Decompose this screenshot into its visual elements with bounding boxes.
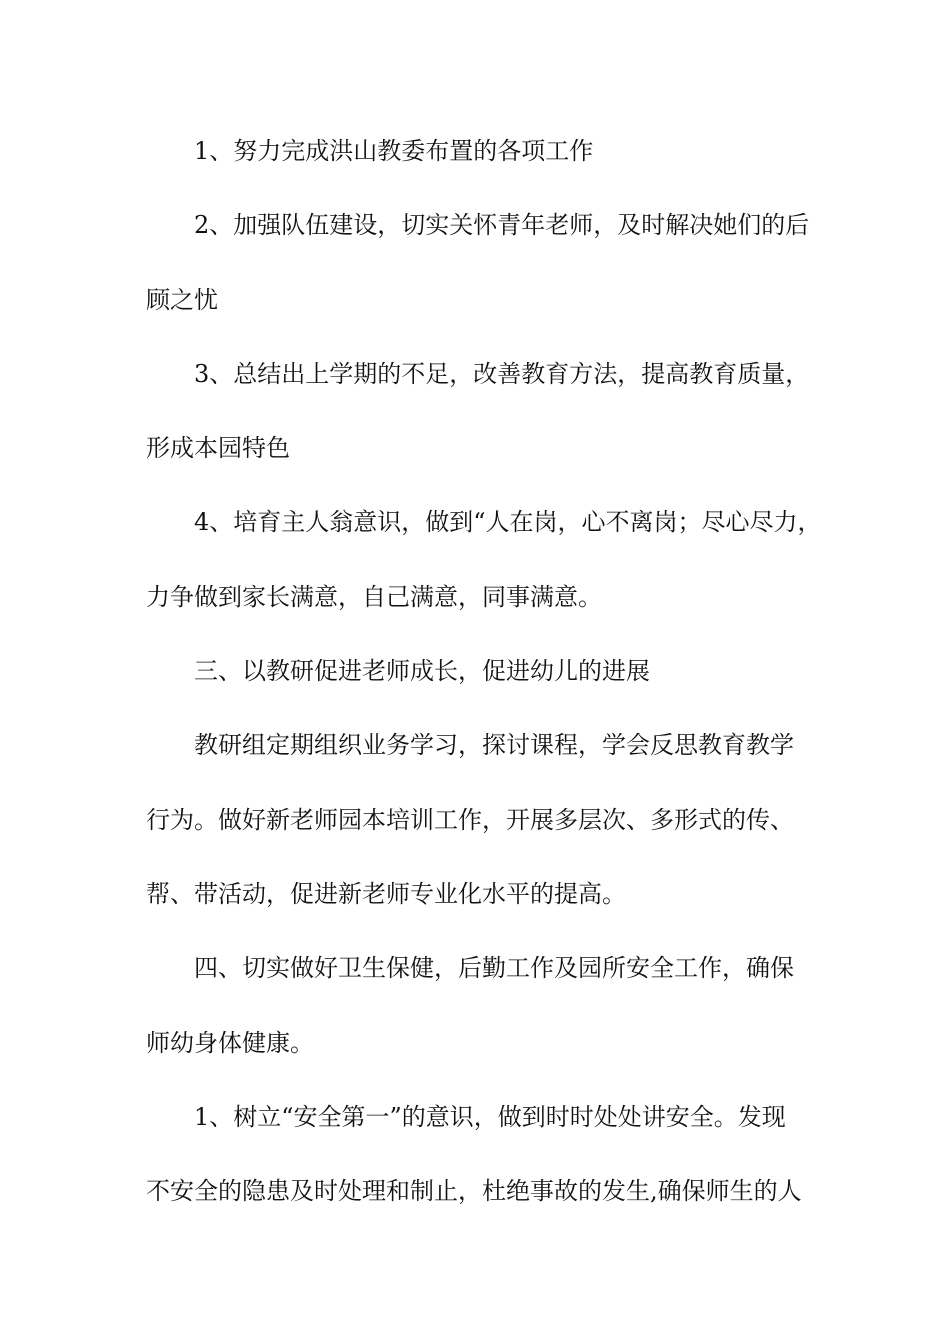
paragraph-line: 力争做到家长满意，自己满意，同事满意。 [146,582,602,611]
paragraph-line: 顾之忧 [146,285,218,314]
paragraph-line: 形成本园特色 [146,434,290,463]
section-heading: 三、以教研促进老师成长，促进幼儿的进展 [194,657,650,686]
paragraph-line: 2、加强队伍建设，切实关怀青年老师，及时解决她们的后 [194,211,810,240]
paragraph-line: 师幼身体健康。 [146,1028,314,1057]
paragraph-line: 不安全的隐患及时处理和制止，杜绝事故的发生,确保师生的人 [146,1177,802,1206]
paragraph-line: 1、树立“安全第一”的意识，做到时时处处讲安全。发现 [194,1102,786,1131]
paragraph-line: 帮、带活动，促进新老师专业化水平的提高。 [146,879,626,908]
document-body [146,128,826,1242]
paragraph-line: 4、培育主人翁意识，做到“人在岗，心不离岗；尽心尽力， [194,508,822,537]
paragraph-line: 教研组定期组织业务学习，探讨课程，学会反思教育教学 [194,731,794,760]
paragraph-line: 1、努力完成洪山教委布置的各项工作 [194,137,594,165]
paragraph-line: 行为。做好新老师园本培训工作，开展多层次、多形式的传、 [146,805,794,834]
section-heading: 四、切实做好卫生保健，后勤工作及园所安全工作，确保 [194,954,794,983]
paragraph-line: 3、总结出上学期的不足，改善教育方法，提高教育质量， [194,359,810,388]
